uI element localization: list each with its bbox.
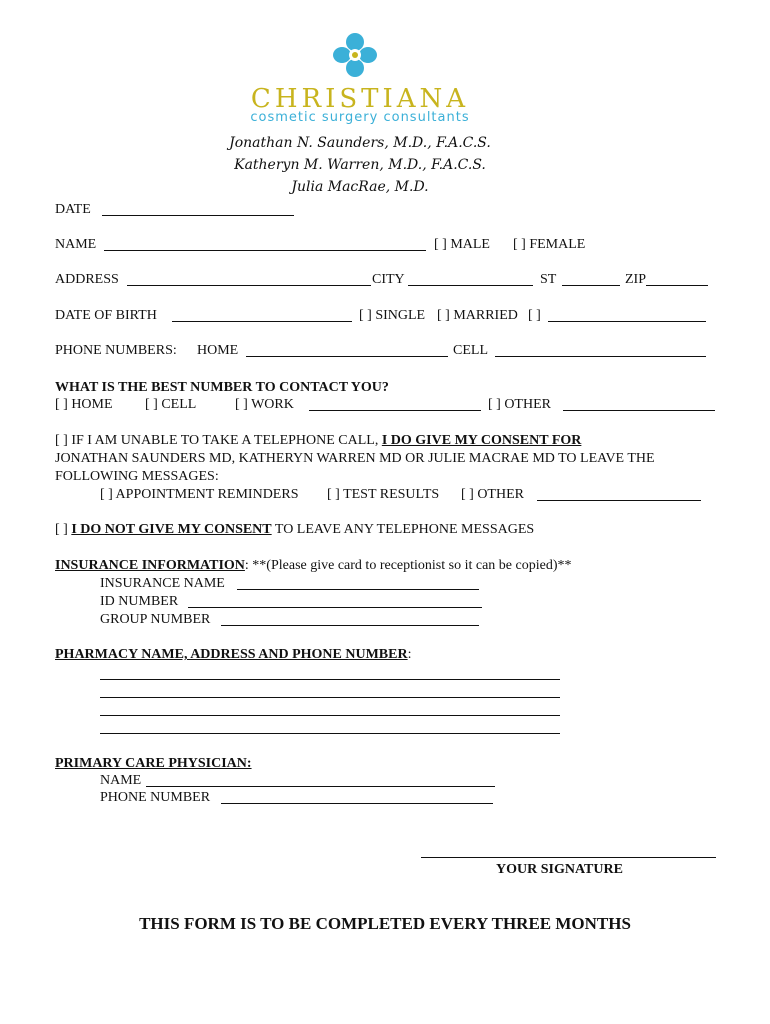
single-checkbox[interactable]: [ ] SINGLE [359,308,426,323]
city-label: CITY [372,272,405,287]
footer-notice: THIS FORM IS TO BE COMPLETED EVERY THREE MONTHS [139,914,631,933]
consent-line-1 [55,432,581,449]
logo-tagline: cosmetic surgery consultants [250,110,470,125]
other-status-field[interactable] [548,321,706,322]
appointment-reminders-checkbox[interactable]: [ ] APPOINTMENT REMINDERS [100,487,299,502]
id-number-label: ID NUMBER [100,594,179,609]
address-label: ADDRESS [55,272,119,287]
st-field[interactable] [562,285,620,286]
insurance-name-label: INSURANCE NAME [100,576,225,591]
contact-home-checkbox[interactable]: [ ] HOME [55,397,113,412]
pharmacy-line-2[interactable] [100,697,560,698]
group-number-field[interactable] [221,625,479,626]
pcp-phone-field[interactable] [221,803,493,804]
test-results-checkbox[interactable]: [ ] TEST RESULTS [327,487,440,502]
pcp-name-field[interactable] [146,786,495,787]
pharmacy-heading: PHARMACY NAME, ADDRESS AND PHONE NUMBER [55,647,408,662]
message-other-checkbox[interactable]: [ ] OTHER [461,487,524,502]
date-label: DATE [55,202,91,217]
name-field[interactable] [104,250,426,251]
message-other-field[interactable] [537,500,701,501]
contact-other-field[interactable] [563,410,715,411]
insurance-heading: INSURANCE INFORMATION [55,558,245,573]
pharmacy-line-3[interactable] [100,715,560,716]
contact-cell-checkbox[interactable]: [ ] CELL [145,397,197,412]
doctor-name-3: Julia MacRae, M.D. [291,179,429,195]
consent-line-3: FOLLOWING MESSAGES: [55,469,219,484]
consent-checkbox[interactable]: [ ] IF I AM UNABLE TO TAKE A TELEPHONE CALL, [55,433,382,448]
deny-text: I DO NOT GIVE MY CONSENT [71,522,272,537]
dob-field[interactable] [172,321,352,322]
home-label: HOME [197,343,239,358]
zip-label: ZIP [625,272,646,287]
female-checkbox[interactable]: [ ] FEMALE [513,237,586,252]
pcp-name-label: NAME [100,773,142,788]
dob-label: DATE OF BIRTH [55,308,157,323]
married-checkbox[interactable]: [ ] MARRIED [437,308,518,323]
consent-line-2: JONATHAN SAUNDERS MD, KATHERYN WARREN MD OR JULIE MACRAE MD TO LEAVE THE [55,451,655,466]
cell-label: CELL [453,343,488,358]
other-status-checkbox[interactable]: [ ] [528,308,541,323]
phones-label: PHONE NUMBERS: [55,343,177,358]
id-number-field[interactable] [188,607,482,608]
pcp-phone-label: PHONE NUMBER [100,790,211,805]
consent-give-text: I DO GIVE MY CONSENT FOR [381,433,582,448]
pharmacy-colon: : [407,647,412,662]
pcp-heading: PRIMARY CARE PHYSICIAN: [55,756,252,771]
doctor-name-1: Jonathan N. Saunders, M.D., F.A.C.S. [229,135,491,151]
city-field[interactable] [408,285,533,286]
insurance-name-field[interactable] [237,589,479,590]
address-field[interactable] [127,285,371,286]
flower-logo-icon [333,32,377,78]
contact-work-field[interactable] [309,410,481,411]
home-phone-field[interactable] [246,356,448,357]
group-number-label: GROUP NUMBER [100,612,211,627]
insurance-heading-line [55,557,571,574]
doctor-name-2: Katheryn M. Warren, M.D., F.A.C.S. [234,157,486,173]
deny-line [55,521,534,538]
insurance-note: : **(Please give card to receptionist so it can be copied)** [244,558,572,573]
logo-wordmark: CHRISTIANA [250,84,470,114]
date-field[interactable] [102,215,294,216]
contact-other-checkbox[interactable]: [ ] OTHER [488,397,551,412]
pharmacy-line-1[interactable] [100,679,560,680]
male-checkbox[interactable]: [ ] MALE [434,237,490,252]
contact-heading: WHAT IS THE BEST NUMBER TO CONTACT YOU? [55,380,389,395]
cell-phone-field[interactable] [495,356,706,357]
signature-field[interactable] [421,857,716,858]
name-label: NAME [55,237,97,252]
st-label: ST [540,272,557,287]
pharmacy-line-4[interactable] [100,733,560,734]
contact-work-checkbox[interactable]: [ ] WORK [235,397,294,412]
signature-label: YOUR SIGNATURE [496,862,623,877]
deny-checkbox[interactable]: [ ] [55,522,68,537]
zip-field[interactable] [646,285,708,286]
pharmacy-heading-line [55,646,412,663]
deny-rest: TO LEAVE ANY TELEPHONE MESSAGES [274,522,535,537]
